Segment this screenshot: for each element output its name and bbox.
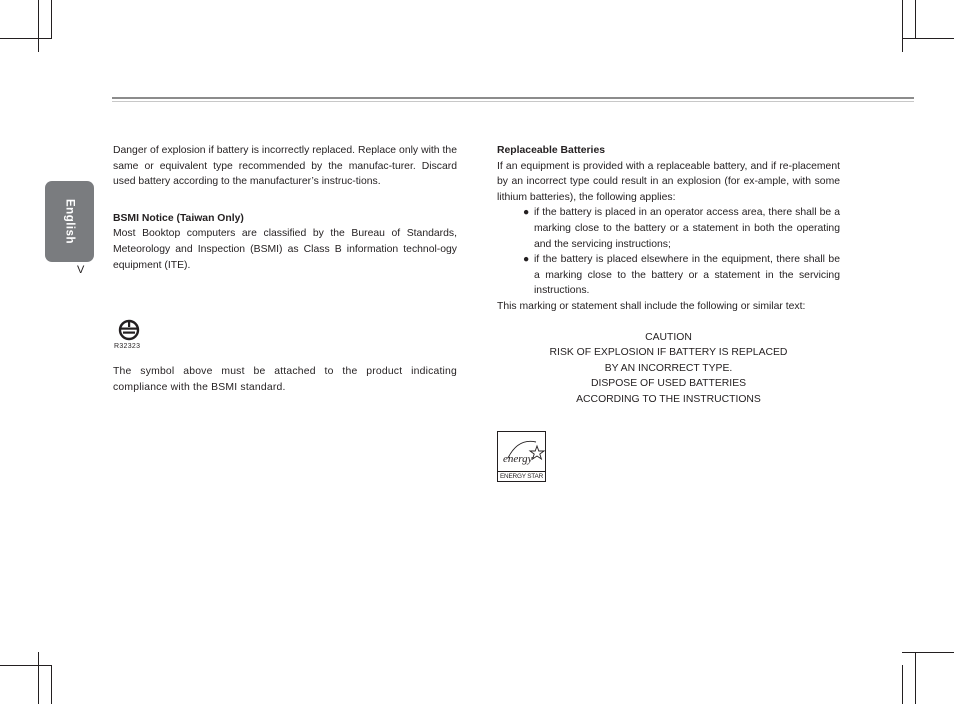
replaceable-batteries-intro: If an equipment is provided with a replaceable battery, and if re-placement by an incorrect type could result in an explosion (for ex-ample, with some lithium batteries), the following applies:: [497, 160, 840, 203]
crop-mark: [38, 0, 39, 52]
bullet-text: if the battery is placed elsewhere in the equipment, there shall be a marking close to the battery or a statement in the servicing instructions.: [534, 254, 840, 297]
energy-star-label: ENERGY STAR: [499, 473, 544, 480]
list-item: [497, 252, 840, 299]
energy-star-logo: [497, 431, 546, 482]
marking-paragraph: This marking or statement shall include the following or similar text:: [497, 300, 806, 312]
page-number: V: [77, 264, 85, 276]
energy-star-icon: [498, 432, 545, 472]
left-column: [113, 143, 457, 273]
bsmi-mark-code: R32323: [114, 343, 141, 350]
crop-mark: [38, 652, 39, 704]
crop-mark: [902, 652, 954, 653]
bullet-icon: ●: [523, 254, 530, 266]
symbol-note: [113, 364, 457, 395]
crop-mark: [902, 38, 954, 39]
energy-script-text: energy: [503, 453, 533, 465]
crop-mark: [902, 0, 903, 52]
caution-line: ACCORDING TO THE INSTRUCTIONS: [576, 393, 761, 405]
bsmi-paragraph: Most Booktop computers are classified by the Bureau of Standards, Meteorology and Inspection (BSMI) as Class B information technol-ogy equipment (ITE).: [113, 228, 457, 271]
crop-mark: [0, 665, 52, 666]
header-rule: [112, 97, 914, 99]
caution-line: RISK OF EXPLOSION IF BATTERY IS REPLACED: [549, 347, 788, 359]
header-rule-shadow: [112, 101, 914, 102]
bsmi-heading: BSMI Notice (Taiwan Only): [113, 212, 244, 224]
crop-mark: [51, 665, 52, 704]
caution-line: CAUTION: [645, 331, 692, 343]
caution-line: DISPOSE OF USED BATTERIES: [590, 378, 747, 390]
crop-mark: [51, 0, 52, 38]
battery-warning-paragraph: Danger of explosion if battery is incorrectly replaced. Replace only with the same or equivalent type recommended by the manufac-turer. Discard used battery according to the manufacturer’s instruc-tions.: [113, 145, 457, 188]
language-tab-label: [45, 181, 94, 262]
crop-mark: [902, 665, 903, 704]
crop-mark: [915, 0, 916, 38]
language-text: English: [63, 198, 76, 245]
list-item: [497, 205, 840, 252]
bullet-icon: ●: [523, 207, 530, 219]
battery-bullet-list: [497, 205, 840, 299]
crop-mark: [915, 652, 916, 704]
right-column: [497, 143, 840, 408]
symbol-paragraph: The symbol above must be attached to the product indicating compliance with the BSMI standard.: [113, 366, 457, 393]
bullet-text: if the battery is placed in an operator access area, there shall be a marking close to the battery or a statement in both the operating and the servicing instructions;: [534, 207, 840, 250]
caution-line: BY AN INCORRECT TYPE.: [604, 362, 733, 374]
crop-mark: [0, 38, 52, 39]
replaceable-batteries-heading: Replaceable Batteries: [497, 145, 606, 156]
